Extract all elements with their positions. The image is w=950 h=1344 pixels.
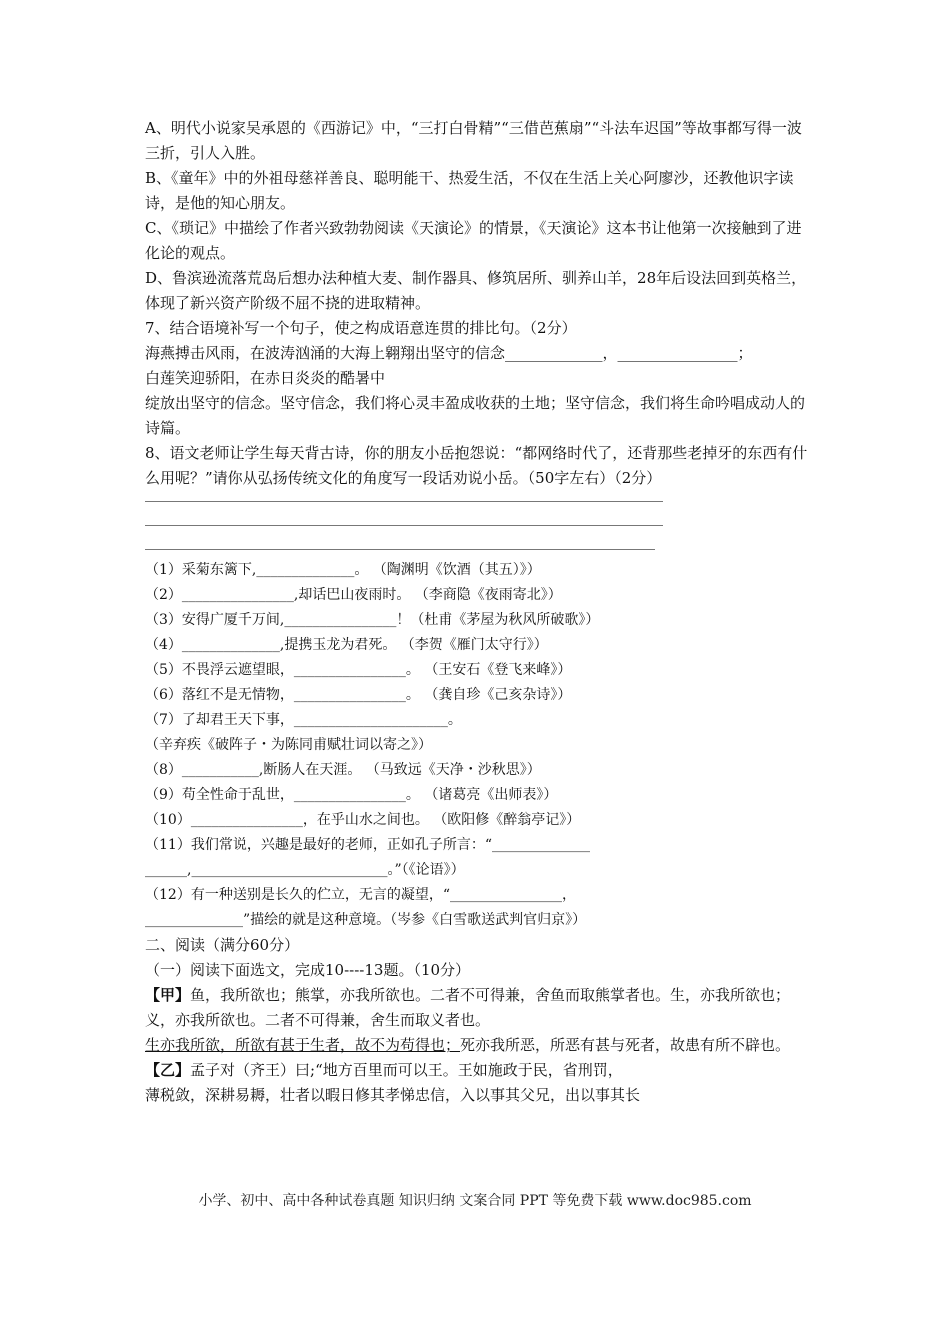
list-item: （辛弃疾《破阵子・为陈同甫赋壮词以寄之》） xyxy=(145,737,432,753)
list-item: ______,____________________________。”（《论语》） xyxy=(145,862,465,878)
list-item: ______________”描绘的就是这种意境。（岑参《白雪歌送武判官归京》） xyxy=(145,912,587,928)
jia-tag: 【甲】 xyxy=(145,986,191,1004)
q9-list xyxy=(145,558,810,933)
list-item: （6）落红不是无情物，________________。 （龚自珍《己亥杂诗》） xyxy=(145,687,572,703)
list-item: （7）了却君王天下事，______________________。 xyxy=(145,712,462,728)
answer-line xyxy=(145,549,655,550)
list-item: （5）不畏浮云遮望眼，________________。 （王安石《登飞来峰》） xyxy=(145,662,572,678)
answer-lines xyxy=(145,501,810,550)
jia-text-1: 鱼，我所欲也；熊掌，亦我所欲也。二者不可得兼，舍鱼而取熊掌者也。生，亦我所欲也；义，亦我所欲也。二者不可得兼，舍生而取义者也。 xyxy=(145,986,791,1029)
list-item: （9）苟全性命于乱世，________________。 （诸葛亮《出师表》） xyxy=(145,787,558,803)
list-item: （10）________________，在乎山水之间也。 （欧阳修《醉翁亭记》） xyxy=(145,812,581,828)
answer-line xyxy=(145,501,663,502)
passage-jia-2 xyxy=(145,1033,810,1058)
choice-a: A、明代小说家吴承恩的《西游记》中，“三打白骨精”“三借芭蕉扇”“斗法车迟国”等故事都写得一波三折，引人入胜。 xyxy=(145,119,802,162)
passage-jia xyxy=(145,983,810,1033)
page-footer: 小学、初中、高中各种试卷真题 知识归纳 文案合同 PPT 等免费下载 www.doc985.com xyxy=(198,1193,752,1209)
q7-stem: 7、结合语境补写一个句子，使之构成语意连贯的排比句。（2分） xyxy=(145,319,577,337)
section-sub: （一）阅读下面选文，完成10----13题。（10分） xyxy=(145,961,471,979)
passage-yi-2: 薄税敛，深耕易耨，壮者以暇日修其孝悌忠信，入以事其父兄，出以事其长 xyxy=(145,1086,641,1104)
section-heading: 二、阅读（满分60分） xyxy=(145,936,300,954)
yi-text-1: 孟子对（齐王）曰;“地方百里而可以王。王如施政于民，省刑罚， xyxy=(190,1061,623,1079)
list-item: （2）________________,却话巴山夜雨时。 （李商隐《夜雨寄北》） xyxy=(145,587,562,603)
list-item: （12）有一种送别是长久的伫立，无言的凝望，“________________， xyxy=(145,887,576,903)
jia-text-2: 死亦我所恶，所恶有甚与死者，故患有所不辟也。 xyxy=(460,1036,791,1054)
list-item: （1）采菊东篱下,______________。 （陶渊明《饮酒（其五）》） xyxy=(145,562,541,578)
passage-yi xyxy=(145,1058,810,1083)
answer-line xyxy=(145,525,663,526)
list-item: （8）___________,断肠人在天涯。 （马致远《天净・沙秋思》） xyxy=(145,762,541,778)
list-item: （4）______________,提携玉龙为君死。 （李贺《雁门太守行》） xyxy=(145,637,548,653)
q7-line3: 绽放出坚守的信念。坚守信念，我们将心灵丰盈成收获的土地；坚守信念，我们将生命吟唱成动人的诗篇。 xyxy=(145,394,806,437)
q7-line2: 白莲笑迎骄阳，在赤日炎炎的酷暑中 xyxy=(145,369,386,387)
q7-line1: 海燕搏击风雨，在波涛汹涌的大海上翱翔出坚守的信念_____________，________________； xyxy=(145,344,753,362)
exam-page xyxy=(145,116,810,1108)
jia-underlined: 生亦我所欲，所欲有甚于生者，故不为苟得也； xyxy=(145,1036,461,1054)
choice-d: D、鲁滨逊流落荒岛后想办法种植大麦、制作器具、修筑居所、驯养山羊，28年后设法回到英格兰，体现了新兴资产阶级不屈不挠的进取精神。 xyxy=(145,269,807,312)
yi-tag: 【乙】 xyxy=(145,1061,191,1079)
list-item: （3）安得广厦千万间,________________！（杜甫《茅屋为秋风所破歌》） xyxy=(145,612,600,628)
list-item: （11）我们常说，兴趣是最好的老师，正如孔子所言：“______________ xyxy=(145,837,590,853)
choice-c: C、《琐记》中描绘了作者兴致勃勃阅读《天演论》的情景，《天演论》这本书让他第一次接触到了进化论的观点。 xyxy=(145,219,802,262)
q8-stem: 8、语文老师让学生每天背古诗，你的朋友小岳抱怨说：“都网络时代了，还背那些老掉牙的东西有什么用呢？”请你从弘扬传统文化的角度写一段话劝说小岳。（50字左右）（2分） xyxy=(145,444,808,487)
choice-b: B、《童年》中的外祖母慈祥善良、聪明能干、热爱生活，不仅在生活上关心阿廖沙，还教他识字读诗，是他的知心朋友。 xyxy=(145,169,794,212)
